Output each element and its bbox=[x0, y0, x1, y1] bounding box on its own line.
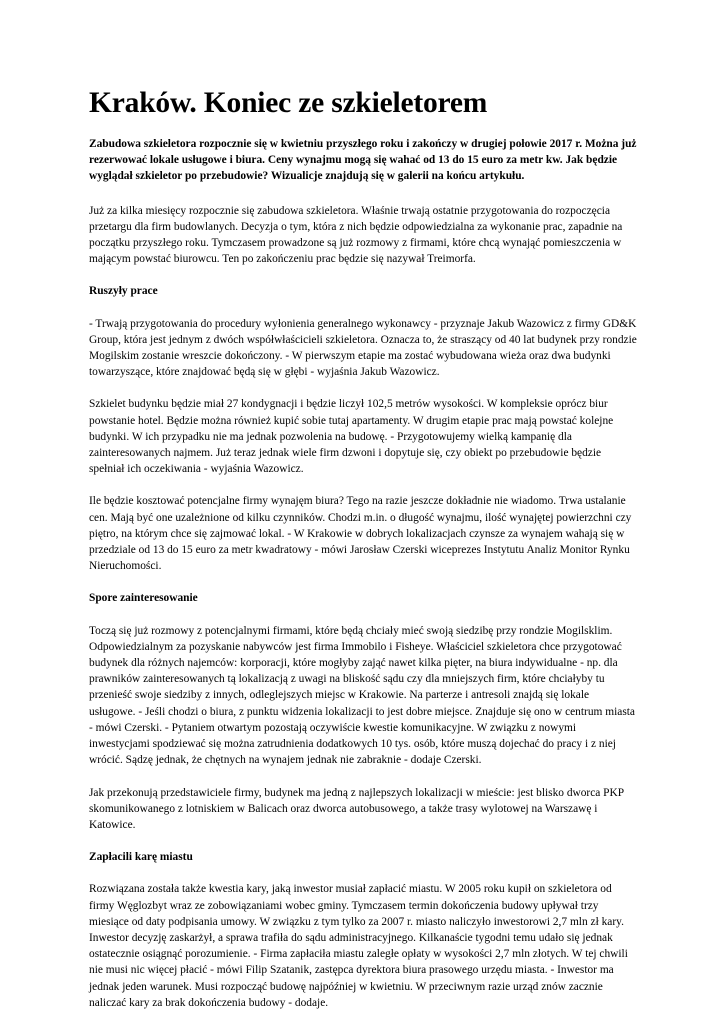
section-heading-zaplacili-kare: Zapłacili karę miastu bbox=[89, 851, 193, 864]
paragraph: Rozwiązana została także kwestia kary, jaką inwestor musiał zapłacić miastu. W 2005 roku kupił on szkieletora od firmy Węglozbyt wraz ze zobowiązaniami wobec gminy. Tymczasem termin dokończenia budowy upływał trzy miesiące od daty podpisania umowy. W związku z tym tylko za 2007 r. miasto naliczyło inwestorowi 2,7 mln zł kary. Inwestor decyzję zaskarżył, a sprawa trafiła do sądu administracyjnego. Kilkanaście tygodni temu udało się jednak ostatecznie osiągnąć porozumienie. - Firma zapłaciła miastu zaległe opłaty w wysokości 2,7 mln złotych. W tej chwili nie musi nic więcej płacić - mówi Filip Szatanik, zastępca dyrektora biura prasowego urzędu miasta. - Inwestor ma jednak jeden warunek. Musi rozpocząć budowę najpóźniej w kwietniu. W przeciwnym razie urząd znów zacznie naliczać kary za brak dokończenia budowy - dodaje. bbox=[89, 883, 628, 1009]
article bbox=[89, 86, 637, 1027]
paragraph: Toczą się już rozmowy z potencjalnymi firmami, które będą chciały mieć swoją siedzibę przy rondzie Mogilsklim. Odpowiedzialnym za pozyskanie nabywców jest firma Immobilo i Fisheye. Właściciel szkieletora chce przygotować budynek dla różnych najemców: korporacji, które mogłyby zająć nawet kilka pięter, na biura indywidualne - np. dla prawników zainteresowanych tą lokalizacją z uwagi na bliskość sądu czy dla mniejszych firm, które chciałyby tu przenieść swoje siedziby z innych, odleglejszych miejsc w Krakowie. Na parterze i antresoli znajdą się lokale usługowe. - Jeśli chodzi o biura, z punktu widzenia lokalizacji to jest dobre miejsce. Znajduje się ono w centrum miasta - mówi Czerski. - Pytaniem otwartym pozostają oczywiście kwestie komunikacyjne. W związku z nowymi inwestycjami spodziewać się można zatrudnienia dodatkowych 10 tys. osób, które muszą dojechać do pracy i z niej wrócić. Sądzę jednak, że chętnych na wynajem jednak nie zabraknie - dodaje Czerski. bbox=[89, 624, 635, 767]
article-title: Kraków. Koniec ze szkieletorem bbox=[89, 87, 488, 119]
paragraph: Jak przekonują przedstawiciele firmy, budynek ma jedną z najlepszych lokalizacji w mieście: jest blisko dworca PKP skomunikowanego z lotniskiem w Balicach oraz dworca autobusowego, a także trasy wylotowej na Warszawę i Katowice. bbox=[89, 786, 624, 831]
section-heading-spore-zainteresowanie: Spore zainteresowanie bbox=[89, 592, 198, 605]
article-lead: Zabudowa szkieletora rozpocznie się w kwietniu przyszłego roku i zakończy w drugiej połowie 2017 r. Można już rezerwować lokale usługowe i biura. Ceny wynajmu mogą się wahać od 13 do 15 euro za metr kw. Jak będzie wyglądał szkieletor po przebudowie? Wizualicje znajdują się w galerii na końcu artykułu. bbox=[89, 138, 637, 183]
section-heading-ruszyly-prace: Ruszyły prace bbox=[89, 285, 158, 298]
paragraph: Ile będzie kosztować potencjalne firmy wynajęm biura? Tego na razie jeszcze dokładnie nie wiadomo. Trwa ustalanie cen. Mają być one uzależnione od kilku czynników. Chodzi m.in. o długość wynajmu, ilość wynajętej powierzchni czy piętro, na którym chce się zajmować lokal. - W Krakowie w dobrych lokalizacjach czynsze za wynajem wahają się w przedziale od 13 do 15 euro za metr kwadratowy - mówi Jarosław Czerski wiceprezes Instytutu Analiz Monitor Rynku Nieruchomości. bbox=[89, 495, 632, 573]
paragraph: Szkielet budynku będzie miał 27 kondygnacji i będzie liczył 102,5 metrów wysokości. W kompleksie oprócz biur powstanie hotel. Będzie można również kupić sobie tutaj apartamenty. W drugim etapie prac mają powstać kolejne budynki. W ich przypadku nie ma jednak pozwolenia na budowę. - Przygotowujemy wielką kampanię dla zainteresowanych najmem. Już teraz jednak wiele firm dzwoni i dopytuje się, czy obiekt po przebudowie będzie spełniał ich oczekiwania - wyjaśnia Wazowicz. bbox=[89, 398, 614, 476]
article-intro: Już za kilka miesięcy rozpocznie się zabudowa szkieletora. Właśnie trwają ostatnie przygotowania do rozpoczęcia przetargu dla firm budowlanych. Decyzja o tym, która z nich będzie odpowiedzialna za wykonanie prac, zapadnie na początku przyszłego roku. Tymczasem prowadzone są już rozmowy z firmami, które chcą wynająć pomieszczenia w mającym powstać biurowcu. Ten po zakończeniu prac będzie się nazywał Treimorfa. bbox=[89, 204, 623, 266]
paragraph: - Trwają przygotowania do procedury wyłonienia generalnego wykonawcy - przyznaje Jakub Wazowicz z firmy GD&K Group, która jest jednym z dwóch współwłaścicieli szkieletora. Oznacza to, że straszący od 40 lat budynek przy rondzie Mogilskim zostanie wreszcie dokończony. - W pierwszym etapie ma zostać wybudowana wieża oraz dwa budynki towarzyszące, które znajdować będą się w głębi - wyjaśnia Jakub Wazowicz. bbox=[89, 317, 637, 379]
